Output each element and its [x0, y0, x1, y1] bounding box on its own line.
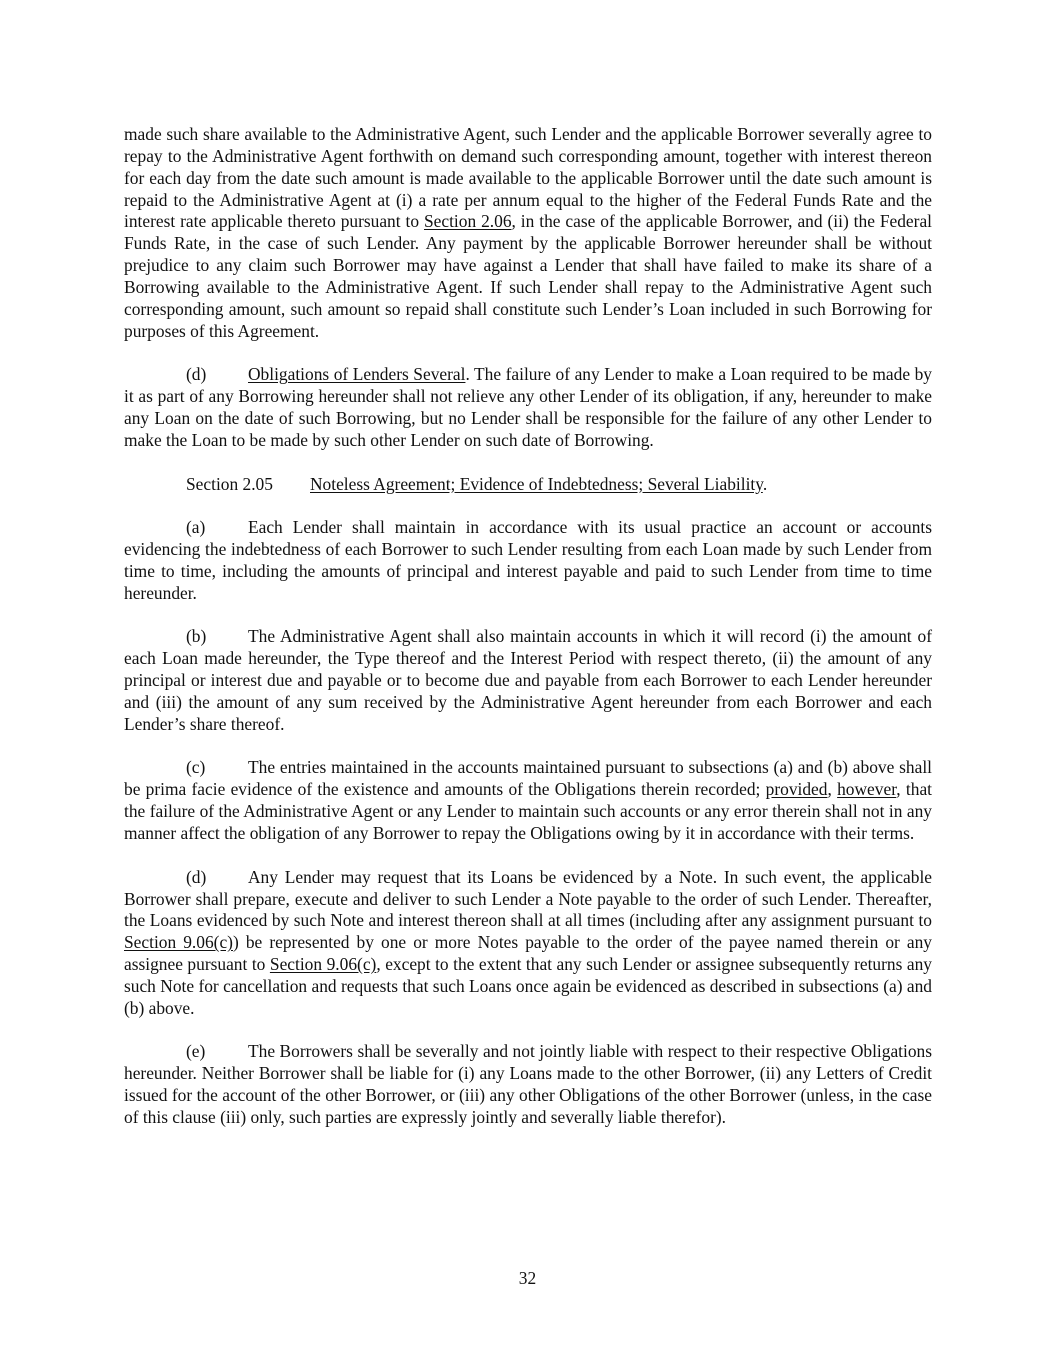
text-run: Any Lender may request that its Loans be evidenced by a Note. In such event, the applicable Borrower shall prepare, execute and deliver to such Lender a Note payable to the order of such Lender. Thereafter, the Loans evidenced by such Note and interest thereon shall at all times (including after any assignment pursuant to: [124, 866, 932, 931]
paragraph-d-obligations: [124, 364, 932, 451]
paragraph-e: [124, 1041, 932, 1128]
text-run: The Administrative Agent shall also maintain accounts in which it will record (i) the amount of each Loan made hereunder, the Type thereof and the Interest Period with respect thereto, (ii) the amount of any principal or interest due and payable or to become due and payable from each Borrower to each Lender hereunder and (iii) the amount of any sum received by the Administrative Agent hereunder from each Borrower and each Lender’s share thereof.: [124, 626, 932, 734]
text-run: made such share available to the Administrative Agent, such Lender and the applicable Borrower severally agree to repay to the Administrative Agent forthwith on demand such corresponding amount, together with interest thereon for each day from the date such amount is made available to the applicable Borrower until the date such amount is repaid to the Administrative Agent at (i) a rate per annum equal to the higher of the Federal Funds Rate and the interest rate applicable thereto pursuant to: [124, 124, 932, 232]
clause-label: (a): [186, 517, 206, 538]
section-heading: [124, 474, 932, 496]
however-term: however: [837, 779, 897, 800]
section-reference: Section 2.06: [423, 211, 512, 232]
clause-label: (c): [186, 757, 206, 778]
paragraph-c: [124, 757, 932, 844]
text-run: . The failure of any Lender to make a Loan required to be made by it as part of any Borrowing hereunder shall not relieve any other Lender of its obligation, if any, hereunder to make any Loan on the date of such Borrowing, but no Lender shall be responsible for the failure of any other Lender to make the Loan to be made by such other Lender on such date of Borrowing.: [124, 364, 932, 450]
section-number: Section 2.05: [186, 473, 273, 494]
section-reference: Section 9.06(c): [269, 954, 377, 975]
text-run: .: [762, 473, 768, 494]
clause-label: (d): [186, 364, 207, 385]
text-run: , except to the extent that any such Lender or assignee subsequently returns any such Note for cancellation and requests that such Loans once again be evidenced as described in subsections (a) and (b) above.: [124, 954, 933, 1018]
paragraph-a: [124, 517, 932, 604]
clause-label: (e): [186, 1041, 206, 1062]
text-run: Each Lender shall maintain in accordance with its usual practice an account or accounts evidencing the indebtedness of each Borrower to such Lender resulting from each Loan made by such Lender from time to time, including the amounts of principal and interest payable and paid to such Lender from time to time hereunder.: [124, 517, 932, 603]
page-number: 32: [518, 1268, 537, 1288]
section-title: Noteless Agreement; Evidence of Indebtedness; Several Liability: [310, 473, 763, 494]
provided-term: provided: [765, 779, 828, 800]
clause-title: Obligations of Lenders Several: [248, 364, 466, 385]
paragraph-d: [124, 867, 932, 1020]
document-page: [124, 124, 932, 1151]
text-run: The entries maintained in the accounts maintained pursuant to subsections (a) and (b) above shall be prima facie evidence of the existence and amounts of the Obligations therein recorded;: [124, 757, 932, 800]
paragraph-c-continued: [124, 124, 932, 342]
clause-label: (b): [186, 626, 207, 647]
text-run: , in the case of the applicable Borrower, and (ii) the Federal Funds Rate, in the case of such Lender. Any payment by the applicable Borrower hereunder shall be without prejudice to any claim such Borrower may have against a Lender that shall have failed to make its share of a Borrowing available to the Administrative Agent. If such Lender shall repay to the Administrative Agent such corresponding amount, such amount so repaid shall constitute such Lender’s Loan included in such Borrowing for purposes of this Agreement.: [124, 211, 932, 341]
text-run: , that the failure of the Administrative Agent or any Lender to maintain such accounts or any error therein shall not in any manner affect the obligation of any Borrower to repay the Obligations owing by it in accordance with their terms.: [124, 779, 932, 843]
clause-label: (d): [186, 866, 207, 887]
text-run: The Borrowers shall be severally and not jointly liable with respect to their respective Obligations hereunder. Neither Borrower shall be liable for (i) any Loans made to the other Borrower, (ii) any Letters of Credit issued for the account of the other Borrower, or (iii) any other Obligations of the other Borrower (unless, in the case of this clause (iii) only, such parties are expressly jointly and severally liable therefor).: [124, 1041, 932, 1127]
paragraph-b: [124, 626, 932, 735]
text-run: ,: [827, 779, 838, 800]
text-run: ) be represented by one or more Notes payable to the order of the payee named therein or any assignee pursuant to: [124, 932, 933, 975]
section-reference: Section 9.06(c): [124, 932, 233, 953]
